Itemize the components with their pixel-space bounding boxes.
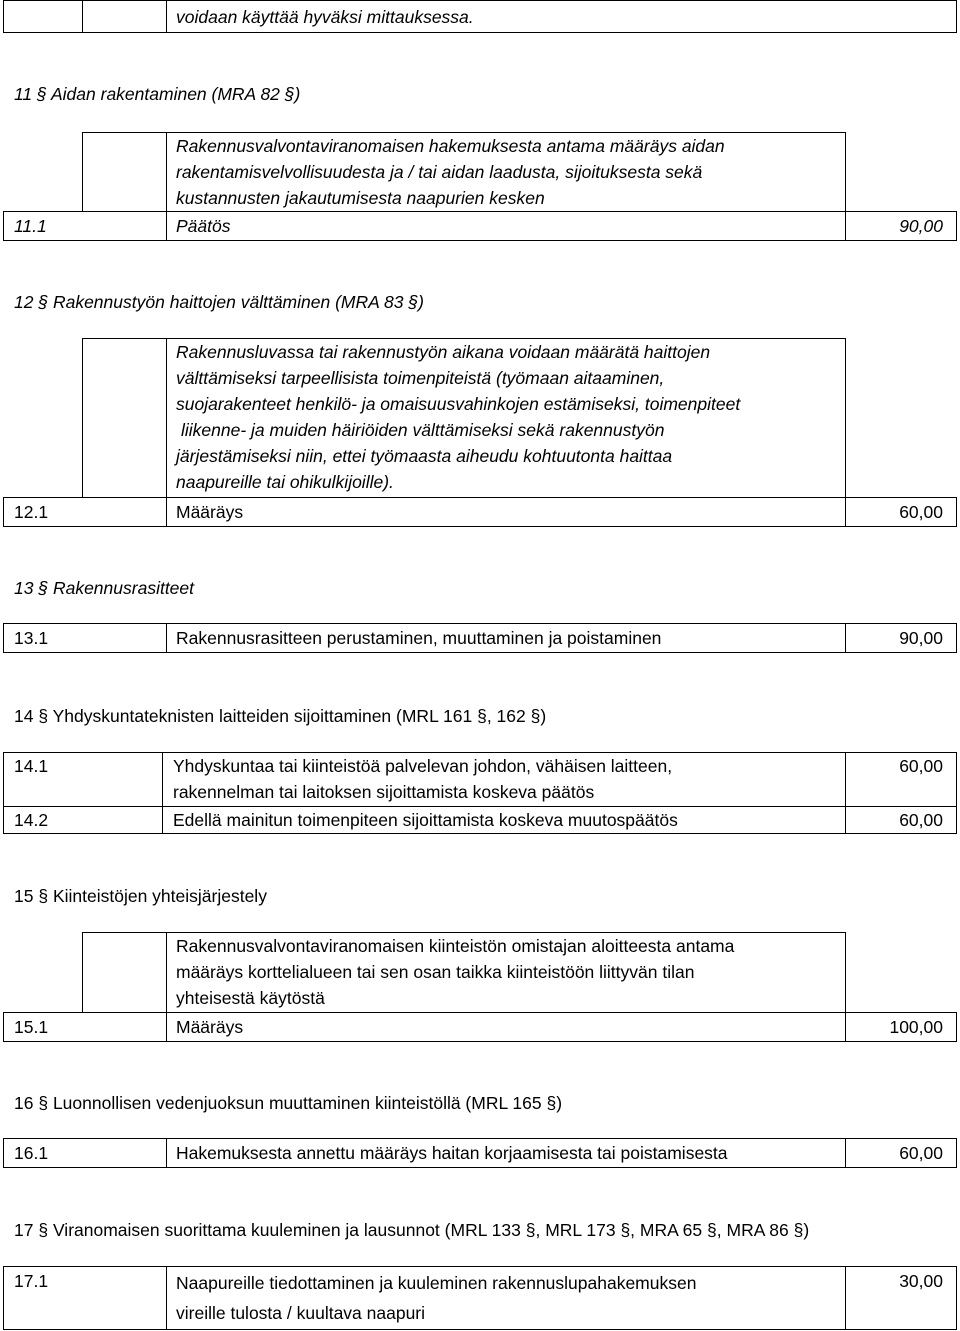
section-12-heading: 12 § Rakennustyön haittojen välttäminen (MRA 83 §) bbox=[14, 292, 424, 312]
section-symbol: § bbox=[38, 706, 49, 726]
top-row-cell-2 bbox=[82, 0, 167, 33]
row-15-1-label-cell bbox=[166, 1012, 846, 1042]
section-symbol: § bbox=[38, 578, 49, 598]
row-15-1-code: 15.1 bbox=[14, 1017, 49, 1037]
section-13-heading: 13 § Rakennusrasitteet bbox=[14, 578, 195, 598]
row-14-1-price: 60,00 bbox=[899, 756, 943, 776]
row-14-2-price: 60,00 bbox=[899, 810, 943, 830]
row-11-1-label-cell bbox=[166, 211, 846, 241]
section-11-heading: 11 § Aidan rakentaminen (MRA 82 §) bbox=[14, 84, 301, 104]
top-row-text: voidaan käyttää hyväksi mittauksessa. bbox=[176, 7, 474, 27]
row-17-1-code: 17.1 bbox=[14, 1271, 49, 1291]
section-symbol: § bbox=[38, 292, 49, 312]
section-symbol: § bbox=[37, 84, 47, 104]
section-17-heading: 17 § Viranomaisen suorittama kuuleminen ja lausunnot (MRL 133 §, MRL 173 §, MRA 65 §, MRA 86 §) bbox=[14, 1220, 810, 1240]
section-11-desc: Rakennusvalvontaviranomaisen hakemuksesta antama määräys aidan rakentamisvelvollisuudesta ja / tai aidan laadusta, sijoituksesta sekä kustannusten jakautumisesta naapurien kesken bbox=[176, 136, 725, 208]
section-symbol: § bbox=[38, 1220, 49, 1240]
row-14-1-label: Yhdyskuntaa tai kiinteistöä palvelevan johdon, vähäisen laitteen, rakennelman tai laitoksen sijoittamista koskeva päätös bbox=[173, 756, 673, 802]
row-16-1-label: Hakemuksesta annettu määräys haitan korjaamisesta tai poistamisesta bbox=[176, 1143, 728, 1163]
row-12-1-price: 60,00 bbox=[899, 502, 943, 522]
row-16-1-code: 16.1 bbox=[14, 1143, 49, 1163]
row-17-1-label: Naapureille tiedottaminen ja kuuleminen rakennuslupahakemuksen vireille tulosta / kuultava naapuri bbox=[176, 1273, 697, 1323]
section-12-desc: Rakennusluvassa tai rakennustyön aikana voidaan määrätä haittojen välttämiseksi tarpeellisista toimenpiteistä (työmaan aitaaminen, suojarakenteet henkilö- ja omaisuusvahinkojen estämiseksi, toimenpiteet liikenne- ja muiden häiriöiden välttämiseksi sekä rakennustyön järjestämiseksi niin, ettei työmaasta aiheudu kohtuutonta haittaa naapureille tai ohikulkijoille). bbox=[176, 342, 741, 492]
row-13-1-code: 13.1 bbox=[14, 628, 49, 648]
section-symbol: § bbox=[38, 1093, 49, 1113]
section-14-heading: 14 § Yhdyskuntateknisten laitteiden sijoittaminen (MRL 161 §, 162 §) bbox=[14, 706, 547, 726]
section-15-desc-left-cell bbox=[82, 932, 167, 1013]
row-15-1-label: Määräys bbox=[176, 1017, 244, 1037]
row-14-1-code: 14.1 bbox=[14, 756, 49, 776]
row-13-1-price: 90,00 bbox=[899, 628, 943, 648]
section-15-desc: Rakennusvalvontaviranomaisen kiinteistön omistajan aloitteesta antama määräys korttelialueen tai sen osan taikka kiinteistöön liittyvän tilan yhteisestä käytöstä bbox=[176, 936, 735, 1008]
row-12-1-code: 12.1 bbox=[14, 502, 49, 522]
row-12-1-label-cell bbox=[166, 497, 846, 527]
row-13-1-label: Rakennusrasitteen perustaminen, muuttaminen ja poistaminen bbox=[176, 628, 662, 648]
row-12-1-label: Määräys bbox=[176, 502, 244, 522]
row-11-1-price: 90,00 bbox=[899, 216, 943, 236]
row-14-2-code: 14.2 bbox=[14, 810, 49, 830]
section-12-desc-left-cell bbox=[82, 338, 167, 498]
row-11-1-code: 11.1 bbox=[14, 216, 47, 236]
row-11-1-label: Päätös bbox=[176, 216, 231, 236]
row-16-1-price: 60,00 bbox=[899, 1143, 943, 1163]
section-16-heading: 16 § Luonnollisen vedenjuoksun muuttaminen kiinteistöllä (MRL 165 §) bbox=[14, 1093, 563, 1113]
section-symbol: § bbox=[38, 886, 49, 906]
top-row-cell-1 bbox=[3, 0, 83, 33]
section-11-desc-left-cell bbox=[82, 132, 167, 212]
row-17-1-price: 30,00 bbox=[899, 1271, 943, 1291]
row-14-2-label: Edellä mainitun toimenpiteen sijoittamista koskeva muutospäätös bbox=[173, 810, 678, 830]
section-15-heading: 15 § Kiinteistöjen yhteisjärjestely bbox=[14, 886, 267, 906]
row-15-1-price: 100,00 bbox=[889, 1017, 943, 1037]
